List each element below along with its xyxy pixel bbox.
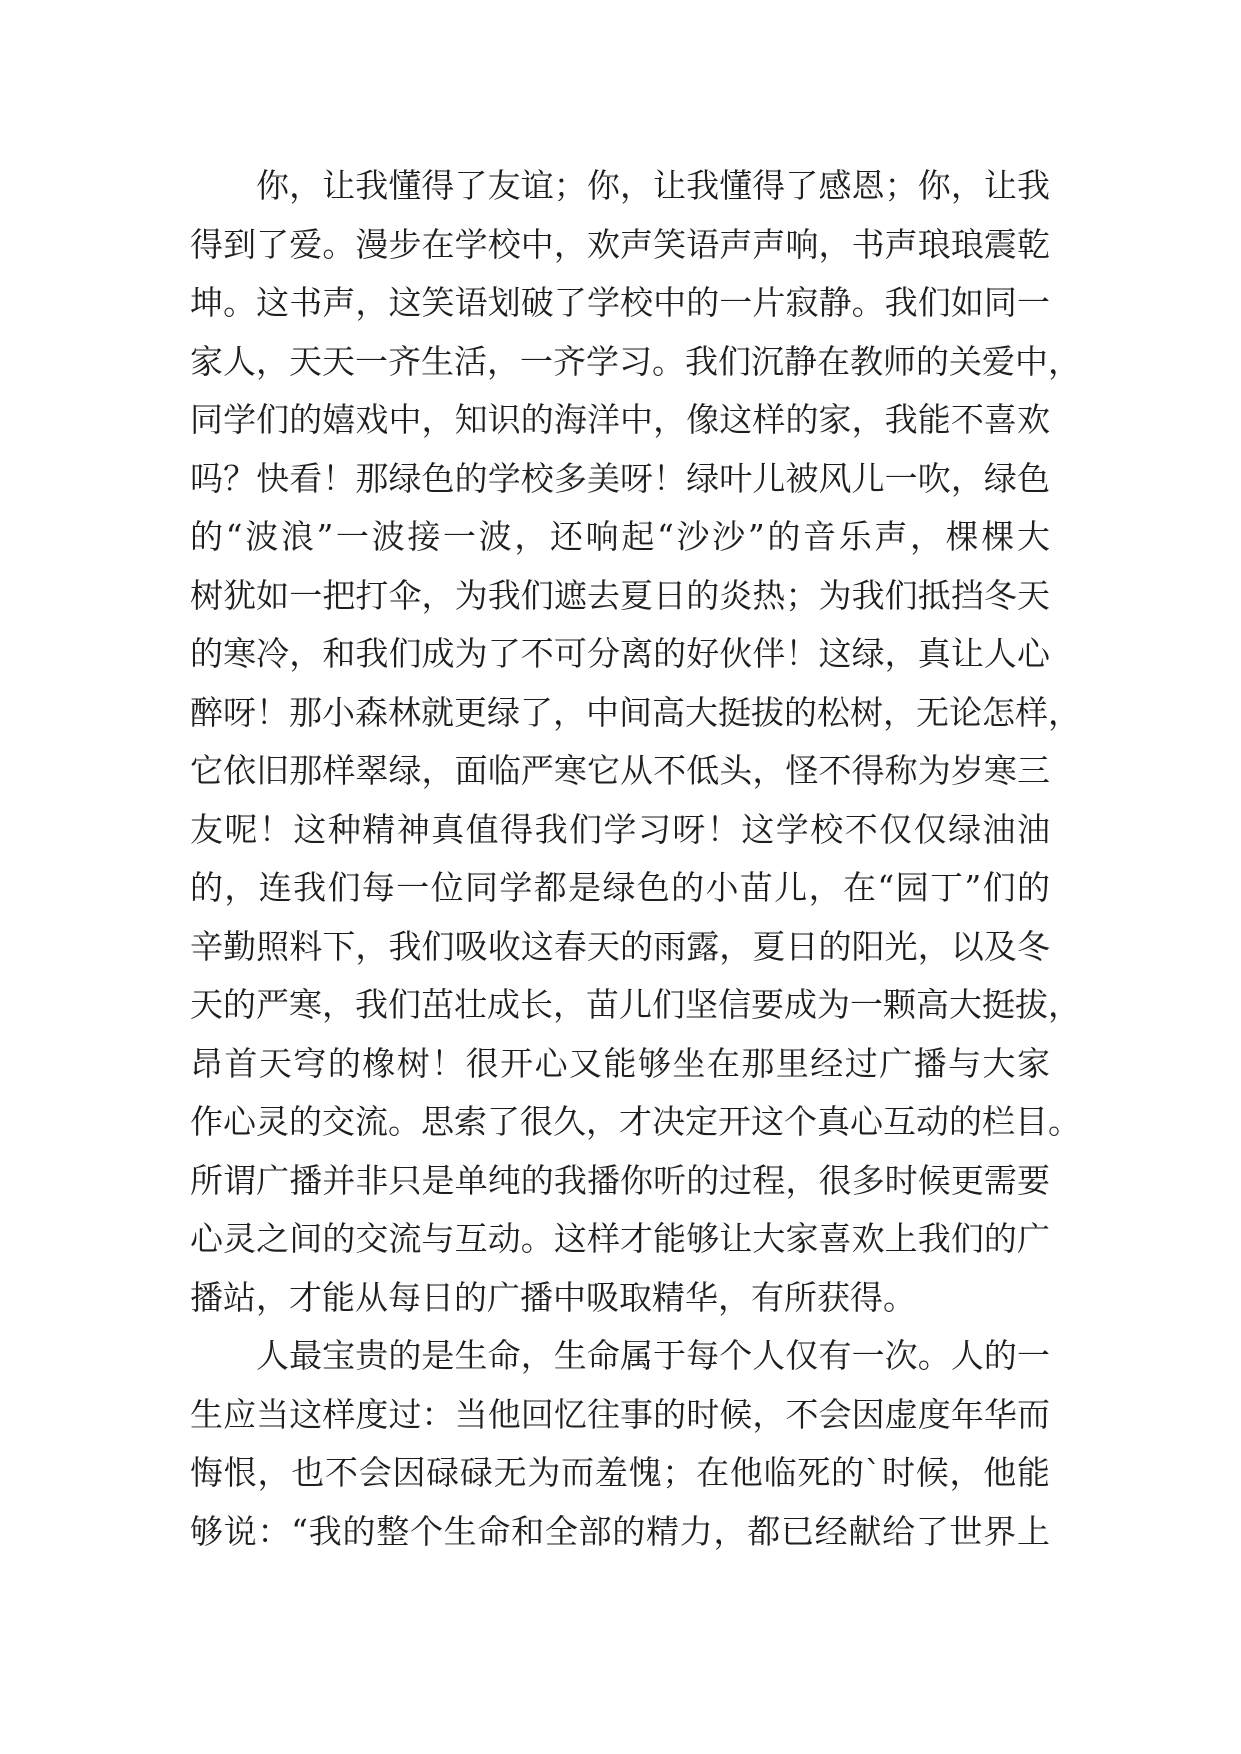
paragraph-1-line-11: 它依旧那样翠绿，面临严寒它从不低头，怪不得称为岁寒三	[190, 751, 1050, 790]
paragraph-1-line-10: 醉呀！那小森林就更绿了，中间高大挺拔的松树，无论怎样，	[190, 692, 1081, 732]
paragraph-1-line-6: 吗？快看！那绿色的学校多美呀！绿叶儿被风儿一吹，绿色	[190, 458, 1050, 498]
paragraph-1-line-5: 同学们的嬉戏中，知识的海洋中，像这样的家，我能不喜欢	[190, 400, 1050, 439]
paragraph-1-line-2: 得到了爱。漫步在学校中，欢声笑语声声响，书声琅琅震乾	[190, 224, 1050, 264]
paragraph-2-line-4: 够说：“我的整个生命和全部的精力，都已经献给了世界上	[190, 1511, 1050, 1551]
paragraph-1-line-20: 播站，才能从每日的广播中吸取精华，有所获得。	[190, 1277, 916, 1317]
paragraph-1-line-15: 天的严寒，我们茁壮成长，苗儿们坚信要成为一颗高大挺拔，	[190, 985, 1081, 1024]
paragraph-1-line-4: 家人，天天一齐生活，一齐学习。我们沉静在教师的关爱中，	[190, 341, 1081, 381]
paragraph-1-line-17: 作心灵的交流。思索了很久，才决定开这个真心互动的栏目。	[190, 1102, 1081, 1141]
paragraph-1-line-7: 的“波浪”一波接一波，还响起“沙沙”的音乐声，棵棵大	[190, 517, 1050, 556]
paragraph-1-line-16: 昂首天穹的橡树！很开心又能够坐在那里经过广播与大家	[190, 1043, 1050, 1083]
paragraph-2-line-3: 悔恨，也不会因碌碌无为而羞愧；在他临死的`时候，他能	[190, 1453, 1050, 1492]
document-body	[190, 157, 1081, 1561]
paragraph-1-line-1: 你，让我懂得了友谊；你，让我懂得了感恩；你，让我	[256, 166, 1050, 205]
paragraph-1-line-9: 的寒冷，和我们成为了不可分离的好伙伴！这绿，真让人心	[190, 634, 1050, 673]
paragraph-1-line-3: 坤。这书声，这笑语划破了学校中的一片寂静。我们如同一	[190, 283, 1050, 322]
paragraph-2-line-2: 生应当这样度过：当他回忆往事的时候，不会因虚度年华而	[190, 1394, 1050, 1434]
paragraph-1-line-18: 所谓广播并非只是单纯的我播你听的过程，很多时候更需要	[190, 1160, 1050, 1200]
paragraph-1-line-8: 树犹如一把打伞，为我们遮去夏日的炎热；为我们抵挡冬天	[190, 575, 1050, 615]
paragraph-1-line-19: 心灵之间的交流与互动。这样才能够让大家喜欢上我们的广	[190, 1219, 1050, 1258]
paragraph-1-line-13: 的，连我们每一位同学都是绿色的小苗儿，在“园丁”们的	[190, 868, 1050, 907]
paragraph-1-line-14: 辛勤照料下，我们吸收这春天的雨露，夏日的阳光，以及冬	[190, 926, 1050, 966]
paragraph-2-line-1: 人最宝贵的是生命，生命属于每个人仅有一次。人的一	[256, 1336, 1050, 1375]
paragraph-1-line-12: 友呢！这种精神真值得我们学习呀！这学校不仅仅绿油油	[190, 809, 1050, 849]
